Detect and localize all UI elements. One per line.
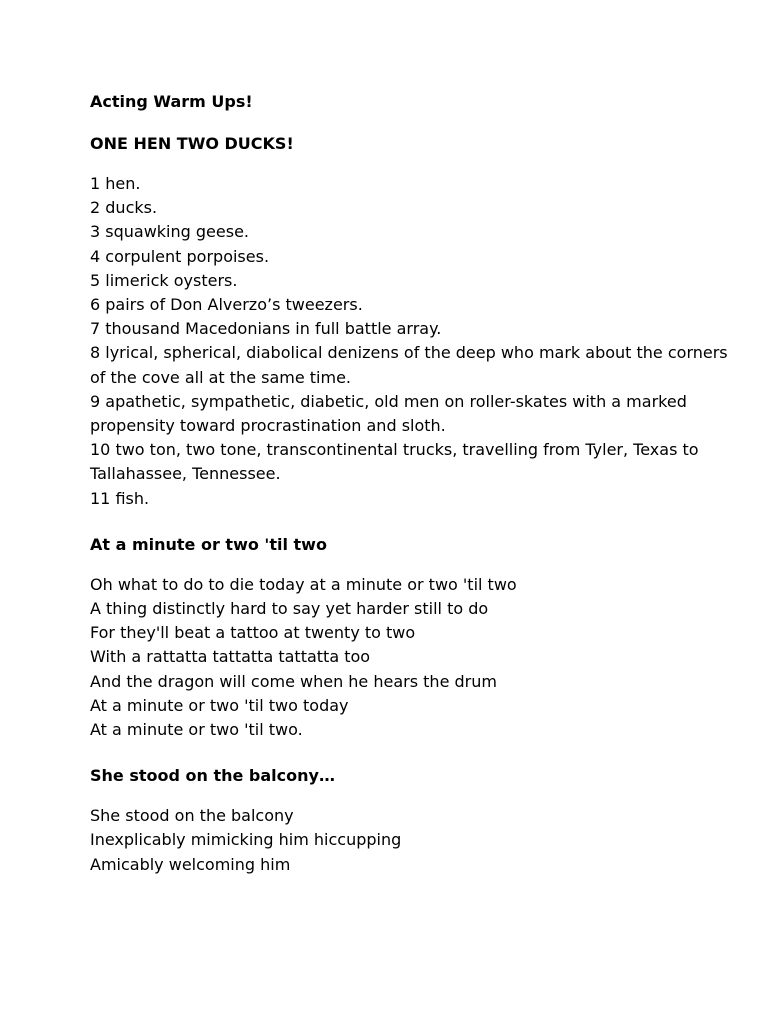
list-item: 1 hen. — [90, 174, 141, 193]
list-item: 10 two ton, two tone, transcontinental trucks, travelling from Tyler, Texas to Tallahassee, Tennessee. — [90, 440, 699, 484]
section-heading-balcony: She stood on the balcony… — [90, 766, 335, 786]
verse-line: At a minute or two 'til two today — [90, 695, 349, 715]
list-item: 5 limerick oysters. — [90, 270, 238, 290]
verse-line: Amicably welcoming him — [90, 854, 291, 874]
verse-line: A thing distinctly hard to say yet harder still to do — [90, 599, 489, 619]
list-item: 6 pairs of Don Alverzo’s tweezers. — [90, 295, 363, 315]
list-item: 8 lyrical, spherical, diabolical denizens of the deep who mark about the corners of the cove all at the same time. — [90, 343, 728, 387]
verse-line: For they'll beat a tattoo at twenty to two — [90, 623, 416, 643]
section-heading-one-hen: ONE HEN TWO DUCKS! — [90, 134, 294, 153]
verse-line: Oh what to do to die today at a minute or two 'til two — [90, 574, 517, 594]
verse-line: With a rattatta tattatta tattatta too — [90, 647, 371, 667]
verse-line: She stood on the balcony — [90, 806, 294, 826]
list-item: 3 squawking geese. — [90, 222, 249, 242]
verse-line: Inexplicably mimicking him hiccupping — [90, 830, 402, 850]
verse-line: At a minute or two 'til two. — [90, 720, 303, 740]
section-heading-minute-til-two: At a minute or two 'til two — [90, 534, 327, 554]
list-item: 9 apathetic, sympathetic, diabetic, old men on roller-skates with a marked propensity toward procrastination and sloth. — [90, 391, 687, 436]
verse-line: And the dragon will come when he hears the drum — [90, 671, 497, 691]
document-title: Acting Warm Ups! — [90, 92, 253, 111]
verse-balcony — [90, 804, 730, 877]
verse-minute-til-two — [90, 573, 730, 742]
list-item: 11 fish. — [90, 488, 150, 508]
list-item: 2 ducks. — [90, 198, 158, 218]
list-item: 4 corpulent porpoises. — [90, 246, 270, 266]
document-page — [90, 90, 730, 877]
tongue-twister-list — [90, 172, 730, 511]
list-item: 7 thousand Macedonians in full battle array. — [90, 319, 442, 339]
